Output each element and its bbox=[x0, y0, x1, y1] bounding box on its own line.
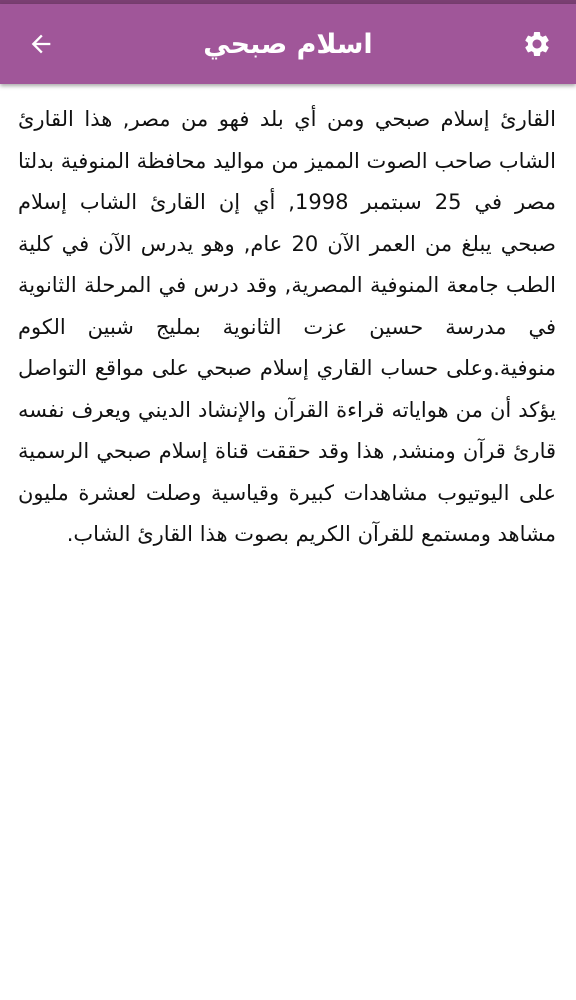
article-body: القارئ إسلام صبحي ومن أي بلد فهو من مصر, هذا القارئ الشاب صاحب الصوت المميز من مواليد محافظة المنوفية بدلتا مصر في 25 سبتمبر 1998, أي إن القارئ الشاب إسلام صبحي يبلغ من العمر الآن 20 عام, وهو يدرس الآن في كلية الطب جامعة المنوفية المصرية, وقد درس في المرحلة الثانوية في مدرسة حسين عزت الثانوية بمليج شبين الكوم منوفية.وعلى حساب القاري إسلام صبحي على مواقع التواصل يؤكد أن من هواياته قراءة القرآن والإنشاد الديني ويعرف نفسه قارئ قرآن ومنشد, هذا وقد حققت قناة إسلام صبحي الرسمية على اليوتيوب مشاهدات كبيرة وقياسية وصلت لعشرة مليون مشاهد ومستمع للقرآن الكريم بصوت هذا القارئ الشاب. bbox=[18, 107, 556, 546]
arrow-left-icon bbox=[27, 30, 55, 58]
app-bar bbox=[0, 4, 576, 84]
settings-button[interactable] bbox=[517, 24, 557, 64]
back-button[interactable] bbox=[21, 24, 61, 64]
page-title: اسلام صبحي bbox=[203, 28, 373, 60]
gear-icon bbox=[522, 29, 552, 59]
